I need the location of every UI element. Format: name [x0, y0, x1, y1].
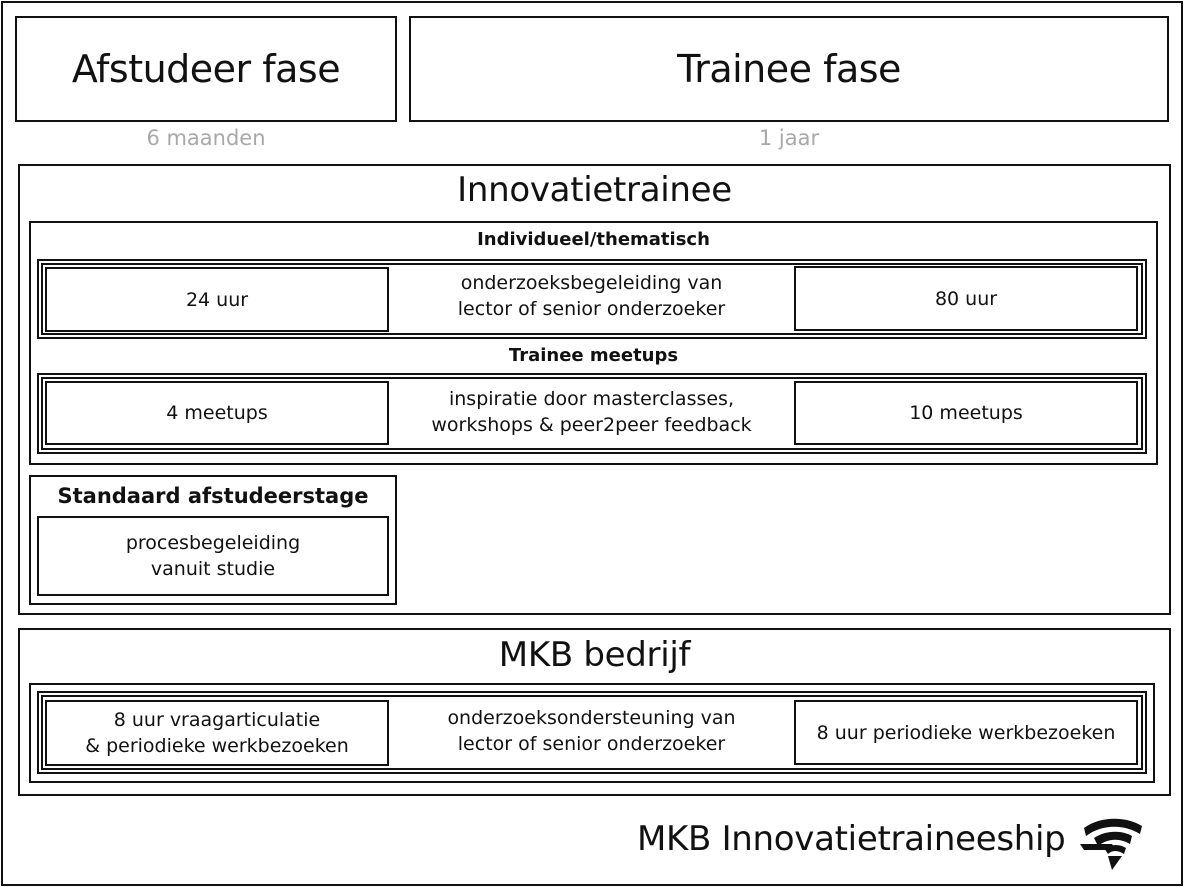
trainee-duration: 1 jaar: [758, 126, 820, 150]
afstudeer-phase-title: Afstudeer fase: [71, 47, 341, 91]
standaard-title: Standaard afstudeerstage: [57, 484, 369, 508]
wifi-logo-icon: [1078, 814, 1146, 872]
trainee-phase-title: Trainee fase: [677, 47, 901, 91]
meetups-afstudeer-count: 4 meetups: [166, 402, 268, 424]
standaard-inner-box: [37, 516, 389, 596]
meetups-title: Trainee meetups: [508, 345, 679, 366]
meetups-description-line2: workshops & peer2peer feedback: [431, 414, 752, 436]
meetups-afstudeer-cell: [45, 381, 389, 445]
footer-title: MKB Innovatietraineeship: [637, 819, 1066, 859]
innovatietrainee-title: Innovatietrainee: [457, 170, 732, 210]
mkb-title: MKB bedrijf: [498, 635, 691, 675]
standaard-line2: vanuit studie: [150, 558, 276, 580]
individueel-afstudeer-hours: 24 uur: [185, 288, 249, 311]
individueel-description-line1: onderzoeksbegeleiding van: [460, 272, 723, 294]
meetups-trainee-count: 10 meetups: [909, 402, 1023, 424]
mkb-trainee-cell: [794, 700, 1138, 765]
individueel-trainee-hours: 80 uur: [934, 287, 998, 310]
mkb-afstudeer-line2: & periodieke werkbezoeken: [85, 735, 349, 757]
afstudeer-phase-box: [15, 16, 397, 122]
mkb-trainee-text: 8 uur periodieke werkbezoeken: [816, 721, 1116, 744]
individueel-description: [389, 270, 794, 322]
mkb-description: [389, 705, 794, 757]
mkb-description-line2: lector of senior onderzoeker: [457, 733, 726, 755]
individueel-trainee-cell: [794, 266, 1138, 331]
meetups-trainee-cell: [794, 381, 1138, 445]
meetups-description: [389, 386, 794, 438]
standaard-line1: procesbegeleiding: [125, 532, 301, 554]
individueel-afstudeer-cell: [45, 267, 389, 332]
trainee-phase-box: [409, 16, 1169, 122]
mkb-afstudeer-line1: 8 uur vraagarticulatie: [113, 709, 321, 731]
afstudeer-duration: 6 maanden: [146, 126, 266, 150]
meetups-description-line1: inspiratie door masterclasses,: [448, 388, 734, 410]
mkb-description-line1: onderzoeksondersteuning van: [447, 707, 736, 729]
individueel-title: Individueel/thematisch: [477, 229, 710, 250]
individueel-description-line2: lector of senior onderzoeker: [457, 298, 726, 320]
mkb-afstudeer-cell: [45, 700, 389, 766]
